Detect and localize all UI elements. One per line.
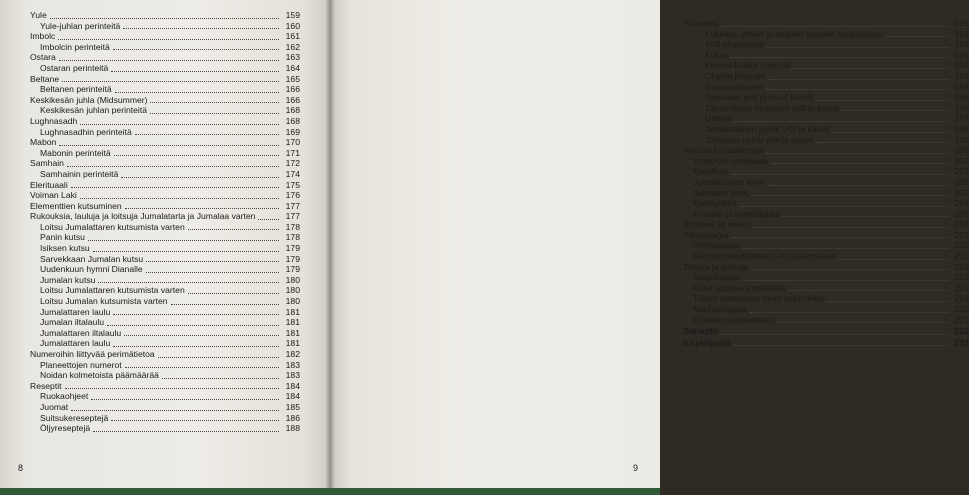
toc-entry-page-number: 180	[285, 296, 300, 307]
toc-entry-title: Jumalten pyhät yrtit ja kasvit	[705, 134, 813, 145]
toc-entry-title: Jumalan iltalaulu	[40, 317, 105, 328]
toc-entry-title: Jumalattarien pyhät yrtit ja kasvit	[705, 123, 830, 134]
dot-leader	[114, 155, 279, 156]
toc-entry-title: Öljyreseptejä	[40, 423, 91, 434]
toc-entry	[683, 177, 969, 188]
toc-entry-title: Mabonin perinteitä	[40, 147, 111, 158]
toc-entry	[30, 63, 300, 74]
dot-leader	[115, 92, 279, 93]
toc-entry-page-number: 166	[285, 84, 300, 95]
toc-entry-page-number: 177	[285, 211, 300, 222]
dot-leader	[839, 259, 948, 260]
toc-entry-page-number: 180	[285, 285, 300, 296]
toc-entry	[30, 423, 300, 434]
toc-entry-title: Ympyrän valmistelu	[693, 155, 768, 166]
toc-entry-title: Kivialttari	[693, 166, 728, 177]
toc-entry-page-number: 181	[285, 327, 300, 338]
toc-entry	[683, 18, 969, 29]
toc-entry-title: Riimumagia	[683, 229, 729, 240]
toc-entry-page-number: 198	[954, 134, 969, 145]
toc-entry-title: Suitsukereseptejä	[40, 412, 109, 423]
toc-entry-page-number: 191	[954, 49, 969, 60]
toc-entry-title: Jumalattarien kivet	[693, 176, 765, 187]
toc-entry	[30, 211, 300, 222]
toc-entry	[30, 328, 300, 339]
dot-leader	[125, 208, 279, 209]
toc-entry	[30, 31, 300, 42]
toc-entry	[30, 222, 300, 233]
toc-entry	[683, 39, 969, 50]
dot-leader	[833, 132, 948, 133]
toc-entry-page-number: 166	[285, 94, 300, 105]
toc-entry	[683, 166, 969, 177]
toc-entry	[683, 293, 969, 304]
toc-entry-page-number: 202	[954, 155, 969, 166]
toc-entry-title: Rukouksia, lauluja ja loitsuja Jumalatarta ja Jumalaa varten	[30, 211, 256, 222]
dot-leader	[258, 219, 279, 220]
dot-leader	[766, 153, 948, 154]
dot-leader	[93, 431, 279, 432]
toc-entry	[30, 180, 300, 191]
toc-entry	[683, 71, 969, 82]
toc-entry-title: Sapattien yrtit ja muut kasvit	[705, 92, 813, 103]
toc-entry	[30, 296, 300, 307]
dot-leader	[720, 26, 948, 27]
dot-leader	[91, 399, 279, 400]
toc-entry	[683, 198, 969, 209]
toc-entry-page-number: 180	[285, 274, 300, 285]
toc-entry-page-number: 162	[285, 41, 300, 52]
toc-entry	[30, 307, 300, 318]
toc-entry-title: Täydenkuun rituaalien yrtit ja kasvit	[705, 102, 840, 113]
toc-entry-title: Kokot	[705, 49, 727, 60]
dot-leader	[146, 272, 279, 273]
toc-entry-title: Ohjeita juhlijalle	[705, 70, 766, 81]
toc-entry	[30, 95, 300, 106]
dot-leader	[80, 124, 279, 125]
dot-leader	[788, 290, 948, 291]
toc-entry-title: Riimutaikoja	[693, 240, 740, 251]
toc-list-left	[30, 10, 300, 434]
toc-list-right	[683, 18, 969, 348]
toc-entry-title: Beltanen perinteitä	[40, 84, 112, 95]
dot-leader	[188, 293, 279, 294]
toc-entry	[683, 50, 969, 61]
toc-entry	[683, 209, 969, 220]
toc-entry-page-number: 175	[285, 179, 300, 190]
dot-leader	[721, 334, 948, 335]
dot-leader	[98, 282, 279, 283]
toc-entry-title: Jumalattaren laulu	[40, 338, 111, 349]
toc-entry-page-number: 161	[285, 31, 300, 42]
toc-entry-title: Keskikesän juhla (Midsummer)	[30, 94, 148, 105]
toc-entry-page-number: 182	[285, 349, 300, 359]
dot-leader	[80, 198, 279, 199]
toc-entry-page-number: 172	[285, 158, 300, 169]
toc-entry	[683, 124, 969, 135]
toc-entry	[30, 275, 300, 286]
toc-entry-page-number: 191	[954, 28, 969, 39]
dot-leader	[734, 345, 948, 346]
toc-entry	[30, 243, 300, 254]
toc-entry-title: Jumalan kutsu	[40, 274, 96, 285]
toc-entry-page-number: 171	[285, 147, 300, 158]
toc-entry	[30, 201, 300, 212]
right-page	[330, 0, 969, 495]
dot-leader	[113, 346, 279, 347]
toc-entry-page-number: 165	[285, 73, 300, 84]
toc-entry-page-number: 219	[954, 272, 969, 283]
toc-entry-page-number: 159	[285, 10, 300, 20]
toc-entry-page-number: 163	[285, 52, 300, 63]
toc-entry-page-number: 219	[954, 293, 969, 304]
toc-entry-title: Ostaran perinteitä	[40, 62, 109, 73]
toc-entry-page-number: 203	[954, 187, 969, 198]
dot-leader	[150, 102, 279, 103]
toc-entry-page-number: 179	[285, 253, 300, 264]
toc-entry-title: Lughnasadhin perinteitä	[40, 126, 132, 137]
dot-leader	[815, 100, 948, 101]
toc-entry-page-number: 192	[954, 70, 969, 81]
cover-edge	[0, 488, 660, 495]
toc-entry	[30, 402, 300, 413]
toc-entry-page-number: 200	[954, 145, 969, 156]
dot-leader	[735, 121, 948, 122]
toc-entry-title: Wiccan kristallimagia	[683, 145, 764, 156]
toc-entry	[30, 21, 300, 32]
toc-entry-title: Yule	[30, 10, 47, 20]
toc-entry-page-number: 177	[285, 200, 300, 211]
toc-entry-page-number: 197	[954, 113, 969, 124]
toc-entry-title: Yrttiopas	[683, 18, 717, 28]
dot-leader	[111, 71, 279, 72]
toc-entry	[30, 381, 300, 392]
toc-entry-page-number: 183	[285, 359, 300, 370]
dot-leader	[135, 134, 279, 135]
dot-leader	[150, 113, 279, 114]
toc-entry-page-number: 179	[285, 264, 300, 275]
toc-entry-page-number: 181	[285, 317, 300, 328]
toc-entry	[683, 103, 969, 114]
toc-entry	[683, 326, 969, 337]
toc-entry-page-number: 179	[285, 243, 300, 254]
toc-entry-page-number: 186	[285, 412, 300, 423]
dot-leader	[827, 301, 948, 302]
toc-entry	[30, 52, 300, 63]
dot-leader	[62, 81, 279, 82]
toc-entry-title: Riimujen käyttäminen ennustamiseen	[693, 251, 836, 262]
toc-entry-title: Imbolcin perinteitä	[40, 41, 110, 52]
toc-entry	[30, 190, 300, 201]
dot-leader	[739, 206, 948, 207]
toc-entry-title: Beltane	[30, 73, 60, 84]
toc-entry-title: Samhain	[30, 158, 64, 169]
toc-entry-page-number: 188	[285, 423, 300, 434]
toc-entry-page-number: 210	[954, 240, 969, 251]
toc-entry-page-number: 206	[954, 219, 969, 230]
toc-entry	[30, 84, 300, 95]
toc-entry	[30, 254, 300, 265]
dot-leader	[67, 166, 279, 167]
toc-entry	[30, 148, 300, 159]
dot-leader	[171, 304, 279, 305]
toc-entry-page-number: 164	[285, 62, 300, 73]
toc-entry	[30, 391, 300, 402]
dot-leader	[766, 89, 948, 90]
toc-entry-page-number: 191	[954, 18, 969, 28]
toc-entry-title: Ostara	[30, 52, 56, 63]
dot-leader	[125, 367, 279, 368]
dot-leader	[731, 237, 948, 238]
toc-entry-page-number: 207	[954, 229, 969, 240]
toc-entry	[30, 127, 300, 138]
toc-entry-title: Kiviröykkiöt	[693, 198, 737, 209]
dot-leader	[743, 248, 948, 249]
dot-leader	[59, 60, 279, 61]
toc-entry-title: Esineen suojaaminen	[693, 314, 776, 325]
toc-entry-title: Yule-juhlan perinteitä	[40, 20, 121, 31]
dot-leader	[768, 185, 948, 186]
toc-entry-page-number: 176	[285, 190, 300, 201]
toc-entry-page-number: 191	[954, 39, 969, 50]
dot-leader	[743, 280, 948, 281]
dot-leader	[123, 28, 279, 29]
toc-entry-page-number: 181	[285, 338, 300, 349]
dot-leader	[754, 227, 948, 228]
toc-entry	[30, 370, 300, 381]
dot-leader	[794, 68, 948, 69]
toc-entry-title: Yrtit ympyrässä	[705, 39, 765, 50]
dot-leader	[113, 49, 279, 50]
dot-leader	[71, 410, 279, 411]
page-number-left: 8	[18, 463, 24, 473]
toc-entry-page-number: 170	[285, 137, 300, 148]
toc-entry-title: Panin kutsu	[40, 232, 85, 243]
toc-entry-title: Isiksen kutsu	[40, 243, 90, 254]
dot-leader	[885, 36, 948, 37]
toc-entry	[30, 137, 300, 148]
toc-entry-title: Juomat	[40, 401, 69, 412]
toc-entry-page-number: 202	[954, 176, 969, 187]
toc-entry	[30, 74, 300, 85]
toc-entry-page-number: 184	[285, 380, 300, 391]
toc-entry	[683, 145, 969, 156]
dot-leader	[93, 251, 279, 252]
toc-entry-title: Reseptit	[30, 380, 62, 391]
toc-entry	[683, 135, 969, 146]
toc-entry	[683, 82, 969, 93]
toc-entry	[30, 317, 300, 328]
toc-entry-title: Sanasto	[683, 326, 719, 337]
toc-entry-page-number: 202	[954, 166, 969, 177]
toc-entry-title: Loitsu Jumalan kutsumista varten	[40, 296, 168, 307]
toc-entry	[683, 240, 969, 251]
toc-entry	[683, 92, 969, 103]
dot-leader	[751, 195, 948, 196]
dot-leader	[768, 79, 948, 80]
toc-entry	[683, 283, 969, 294]
page-number-right: 9	[632, 463, 638, 473]
toc-entry-page-number: 219	[954, 282, 969, 293]
toc-entry-page-number: 215	[954, 251, 969, 262]
toc-entry-title: Kotona luodut ympyrät	[705, 60, 791, 71]
toc-entry	[683, 262, 969, 273]
dot-leader	[50, 18, 279, 19]
dot-leader	[731, 174, 948, 175]
toc-entry	[683, 156, 969, 167]
toc-entry-title: Jumalattaren iltalaulu	[40, 327, 122, 338]
toc-entry	[683, 338, 969, 349]
toc-entry-title: Lughnasadh	[30, 115, 78, 126]
dot-leader	[750, 312, 948, 313]
toc-entry-title: Nauhamagiaa	[693, 304, 747, 315]
toc-entry-title: Taikoja ja loitsuja	[683, 261, 748, 272]
toc-entry-page-number: 192	[954, 60, 969, 71]
toc-entry-page-number: 160	[285, 20, 300, 31]
toc-entry-page-number: 196	[954, 92, 969, 103]
dot-leader	[842, 110, 948, 111]
toc-entry-page-number: 222	[953, 326, 969, 337]
dot-leader	[158, 357, 279, 358]
toc-entry	[683, 251, 969, 262]
dot-leader	[816, 142, 948, 143]
toc-entry-title: Loitsu Jumalattaren kutsumista varten	[40, 285, 185, 296]
toc-entry-title: Kukkien, yrttien ja muiden kasvien kerääminen	[705, 28, 883, 39]
toc-entry	[30, 349, 300, 360]
dot-leader	[124, 335, 279, 336]
dot-leader	[146, 261, 279, 262]
toc-entry-title: Rituaalivälineet	[705, 81, 764, 92]
toc-entry	[683, 60, 969, 71]
toc-entry-title: Jumalten kivet	[693, 187, 748, 198]
toc-entry-page-number: 185	[285, 401, 300, 412]
toc-entry-page-number: 232	[953, 337, 969, 348]
dot-leader	[767, 47, 948, 48]
dot-leader	[751, 269, 948, 270]
toc-entry-page-number: 169	[285, 126, 300, 137]
toc-entry	[683, 113, 969, 124]
toc-entry-title: Ruokaohjeet	[40, 391, 89, 402]
toc-entry	[30, 285, 300, 296]
toc-entry-page-number: 193	[954, 81, 969, 92]
toc-entry	[30, 10, 300, 21]
dot-leader	[113, 314, 279, 315]
toc-entry	[683, 315, 969, 326]
toc-entry-page-number: 168	[285, 105, 300, 116]
toc-entry	[30, 169, 300, 180]
toc-entry-page-number: 216	[954, 261, 969, 272]
dot-leader	[162, 378, 279, 379]
left-page	[0, 0, 330, 495]
dot-leader	[88, 240, 279, 241]
toc-entry-title: Uudenkuun hymni Dianalle	[40, 264, 143, 275]
toc-entry-title: Symbolit ja merkit	[683, 219, 751, 230]
toc-entry-title: Sarvekkaan Jumalan kutsu	[40, 253, 144, 264]
toc-entry-page-number: 168	[285, 115, 300, 126]
toc-entry-title: Voiman Laki	[30, 190, 77, 201]
toc-entry	[683, 230, 969, 241]
dot-leader	[65, 388, 279, 389]
dot-leader	[71, 187, 279, 188]
toc-entry	[30, 105, 300, 116]
toc-entry-title: Ulrihjat	[705, 113, 732, 124]
toc-entry	[30, 42, 300, 53]
toc-entry-page-number: 183	[285, 370, 300, 381]
toc-entry	[683, 188, 969, 199]
toc-entry	[30, 338, 300, 349]
dot-leader	[107, 325, 279, 326]
toc-entry-page-number: 204	[954, 198, 969, 209]
toc-entry-page-number: 181	[285, 306, 300, 317]
toc-entry	[683, 272, 969, 283]
toc-entry-title: Loitsu Jumalattaren kutsumista varten	[40, 221, 185, 232]
toc-entry-title: Toisen asettaman taian torjuminen	[693, 293, 824, 304]
toc-entry-title: Jumalattaren laulu	[40, 306, 111, 317]
toc-entry	[683, 219, 969, 230]
toc-entry-title: Planeettojen numerot	[40, 359, 122, 370]
toc-entry	[30, 232, 300, 243]
toc-entry-page-number: 174	[285, 168, 300, 179]
toc-entry	[30, 360, 300, 371]
dot-leader	[111, 420, 279, 421]
toc-entry-page-number: 184	[285, 391, 300, 402]
toc-entry-title: Noidan kolmetoista päämäärää	[40, 370, 159, 381]
toc-entry-title: Samhainin perinteitä	[40, 168, 119, 179]
toc-entry-title: Elerituaali	[30, 179, 68, 190]
toc-entry	[30, 116, 300, 127]
toc-entry-title: Imbolc	[30, 31, 56, 42]
dot-leader	[778, 322, 948, 323]
toc-entry-page-number: 198	[954, 123, 969, 134]
toc-entry	[683, 29, 969, 40]
toc-entry	[683, 304, 969, 315]
dot-leader	[58, 39, 279, 40]
book-spine	[326, 0, 334, 495]
toc-entry-page-number: 220	[954, 304, 969, 315]
toc-entry	[30, 413, 300, 424]
toc-entry-title: Kotia suojaava peilitaika	[693, 282, 786, 293]
toc-entry-page-number: 196	[954, 102, 969, 113]
dot-leader	[121, 177, 279, 178]
dot-leader	[59, 145, 279, 146]
toc-entry-title: Elementtien kutsuminen	[30, 200, 122, 211]
dot-leader	[783, 216, 948, 217]
toc-entry-page-number: 205	[954, 208, 969, 219]
toc-entry-page-number: 221	[954, 314, 969, 325]
toc-entry-title: Numeroihin liittyvää perimätietoa	[30, 349, 155, 359]
toc-entry-page-number: 178	[285, 221, 300, 232]
toc-entry-title: Kirjailijasta	[683, 337, 732, 348]
dot-leader	[771, 163, 948, 164]
toc-entry-page-number: 178	[285, 232, 300, 243]
toc-entry	[30, 158, 300, 169]
toc-entry-title: Suojelulaulu	[693, 272, 740, 283]
dot-leader	[188, 229, 279, 230]
toc-entry-title: Mabon	[30, 137, 57, 148]
dot-leader	[730, 57, 948, 58]
toc-entry	[30, 264, 300, 275]
toc-entry-title: Keskikesän juhlan perinteitä	[40, 105, 148, 116]
toc-entry-title: Kristalli- ja kynttilätaika	[693, 208, 780, 219]
